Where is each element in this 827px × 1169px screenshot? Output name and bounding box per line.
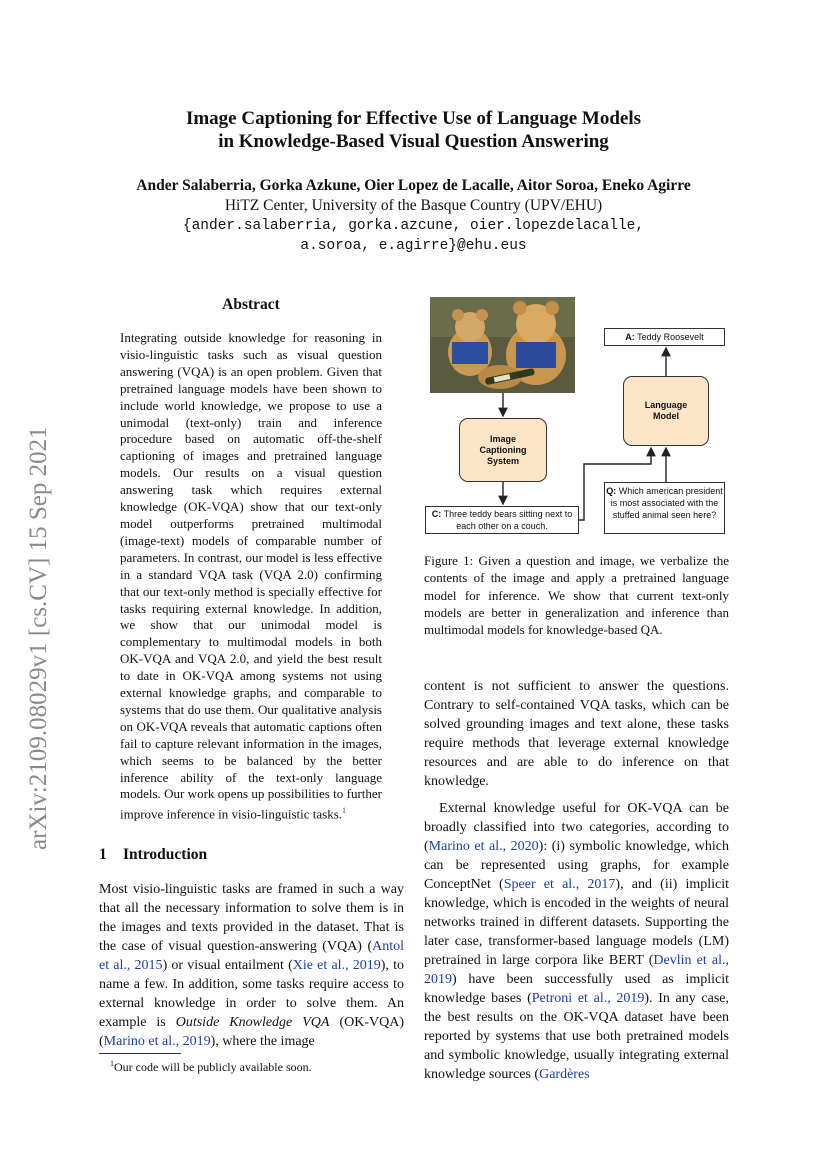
text-span: ), where the image [210, 1034, 315, 1049]
citation-link[interactable]: Speer et al., 2017 [503, 877, 616, 892]
answer-box [604, 328, 725, 346]
figure-caption [424, 552, 729, 638]
footnote-text: Our code will be publicly available soon. [114, 1060, 312, 1074]
figure-1 [424, 296, 729, 536]
footnote-mark: 1 [110, 1059, 114, 1068]
section-number: 1 [99, 846, 107, 863]
section-heading [99, 846, 207, 864]
section-title: Introduction [123, 846, 208, 863]
abstract-body [120, 330, 382, 824]
figure-caption-text: Figure 1: Given a question and image, we verbalize the contents of the image and apply a pretrained language model for inference. We show that current text-only models are better in generalization and inference than multimodal models for knowledge-based QA. [424, 553, 729, 638]
text-span: ), to name a few. In addition, some tasks require access to external knowledge in order to solve them. An example is [99, 958, 404, 1030]
abstract-heading: Abstract [222, 296, 280, 313]
language-model-label: Language Model [644, 400, 688, 421]
intro-paragraph-1-cont: content is not sufficient to answer the questions. Contrary to self-contained VQA tasks, which can be solved grounding images and text alone, these tasks require methods that leverage external knowledge resources and are able to do inference on that knowledge. [424, 679, 729, 789]
intro-paragraph-1 [99, 880, 404, 1051]
title-line-1: Image Captioning for Effective Use of Language Models [185, 108, 642, 129]
text-span: External knowledge useful for OK-VQA can be broadly classified into two categories, according to ( [424, 801, 729, 854]
email-line-1: {ander.salaberria, gorka.azcune, oier.lopezdelacalle, [182, 218, 645, 234]
paper-title [100, 107, 727, 153]
emphasis-text: Outside Knowledge VQA [175, 1015, 330, 1030]
answer-text: Teddy Roosevelt [637, 332, 704, 342]
email-block [100, 216, 727, 256]
footnote [110, 1059, 312, 1075]
author-list: Ander Salaberria, Gorka Azkune, Oier Lopez de Lacalle, Aitor Soroa, Eneko Agirre [136, 177, 691, 194]
language-model-box [623, 376, 709, 446]
question-label: Q: [606, 486, 617, 496]
generated-caption-box [425, 506, 579, 534]
abstract-text: Integrating outside knowledge for reasoning in visio-linguistic tasks such as visual question answering (VQA) is an open problem. Given that pretrained language models have been shown to include world knowledge, we propose to use a unimodal (text-only) train and inference procedure based on automatic off-the-shelf captioning of images and pretrained language models. Our results on a visual question answering task which requires external knowledge (OK-VQA) show that our text-only model outperforms pretrained multimodal (image-text) models of comparable number of parameters. In contrast, our model is less effective in a standard VQA task (VQA 2.0) confirming that our text-only method is specially effective for tasks requiring external knowledge. In addition, we show that our unimodal model is complementary to multimodal models in both OK-VQA and VQA 2.0, and yield the best result to date in OK-VQA among systems not using external knowledge graphs, and comparable to systems that do use them. Our qualitative analysis on OK-VQA reveals that automatic captions often fail to capture relevant information in the images, which seems to be balanced by the better inference ability of the text-only language models. Our work opens up possibilities to further improve inference in visio-linguistic tasks. [120, 330, 382, 822]
title-line-2: in Knowledge-Based Visual Question Answering [218, 131, 609, 152]
answer-label: A: [625, 332, 635, 342]
citation-link[interactable]: Marino et al., 2020 [428, 839, 539, 854]
citation-link[interactable]: Devlin et al., 2019 [424, 953, 729, 987]
intro-left-column [99, 880, 404, 1051]
text-span: ) have been successfully used as implicit knowledge bases ( [424, 972, 729, 1006]
captioning-system-label: Image Captioning System [479, 433, 527, 466]
text-span: Most visio-linguistic tasks are framed in such a way that all the necessary information to solve them is in the images and texts provided in the dataset. That is the case of visual question-answering (VQA) ( [99, 882, 404, 954]
question-text: Which american president is most associated with the stuffed animal seen here? [610, 486, 723, 520]
footnote-rule [99, 1053, 181, 1054]
affiliation: HiTZ Center, University of the Basque Country (UPV/EHU) [224, 197, 603, 214]
citation-link[interactable]: Xie et al., 2019 [292, 958, 381, 973]
footnote-ref[interactable]: 1 [342, 806, 347, 816]
arxiv-margin-label [16, 360, 56, 850]
text-span: ), and (ii) implicit knowledge, which is encoded in the weights of neural networks trained in different datasets. Supporting the later case, transformer-based language models (LM) pretrained in large corpora like BERT ( [424, 877, 730, 968]
intro-paragraph-2 [424, 799, 729, 1084]
caption-text: Three teddy bears sitting next to each other on a couch. [443, 509, 573, 531]
text-span: ): (i) symbolic knowledge, which can be represented using graphs, for example ConceptNet ( [424, 839, 729, 892]
text-span: (OK-VQA) ( [99, 1015, 404, 1049]
caption-label: C: [431, 509, 442, 519]
intro-right-column [424, 677, 729, 1084]
text-span: ). In any case, the best results on the OK-VQA dataset have been reported by systems that use both pretrained models and symbolic knowledge, usually integrating external knowledge sources ( [424, 991, 729, 1082]
captioning-system-box [459, 418, 547, 482]
citation-link[interactable]: Gardères [539, 1067, 590, 1082]
text-span: ) or visual entailment ( [162, 958, 293, 973]
question-box [604, 482, 725, 534]
arxiv-id-text: arXiv:2109.08029v1 [cs.CV] 15 Sep 2021 [25, 426, 52, 850]
citation-link[interactable]: Petroni et al., 2019 [531, 991, 645, 1006]
citation-link[interactable]: Marino et al., 2019 [103, 1034, 211, 1049]
email-line-2: a.soroa, e.agirre}@ehu.eus [300, 238, 527, 254]
citation-link[interactable]: Antol et al., 2015 [99, 939, 404, 973]
